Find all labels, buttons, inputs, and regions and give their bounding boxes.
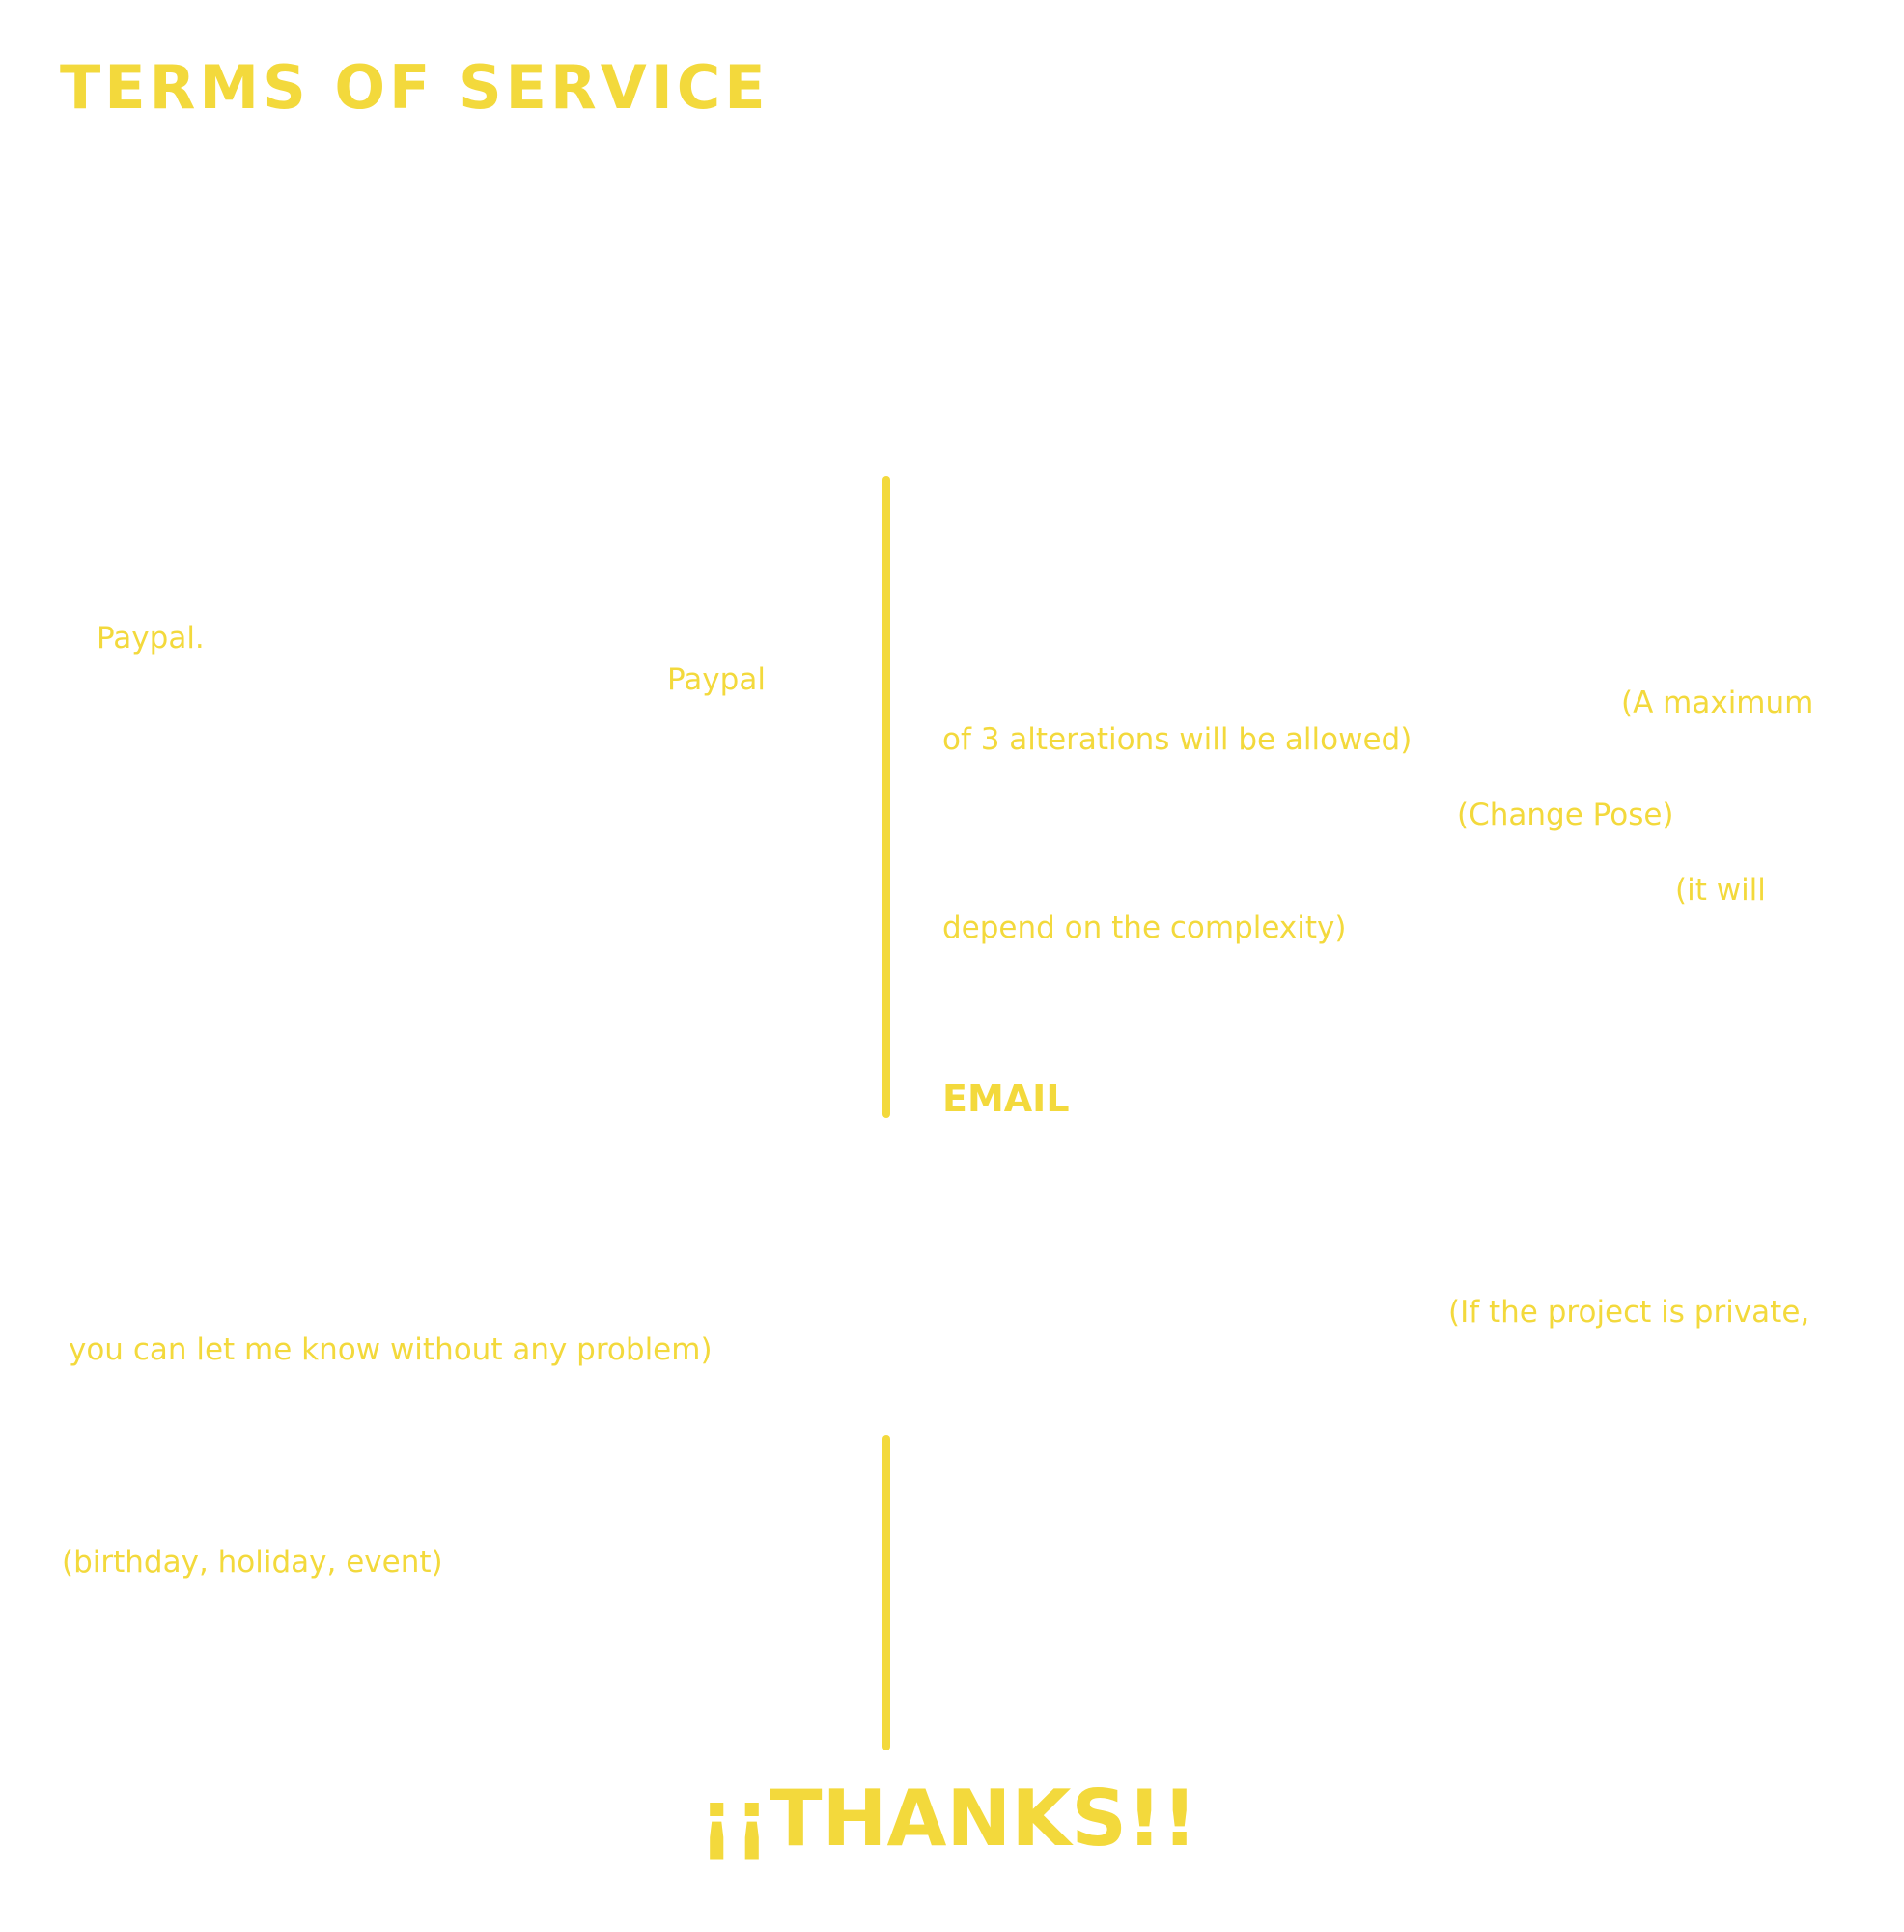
private-project-note-line-2: you can let me know without any problem) bbox=[69, 1332, 713, 1367]
vertical-divider-top bbox=[882, 476, 890, 1118]
email-label: EMAIL bbox=[942, 1078, 1070, 1120]
alteration-limit-text-line-2: of 3 alterations will be allowed) bbox=[942, 722, 1413, 757]
payment-method-text: Paypal. bbox=[97, 621, 205, 656]
page-title: TERMS OF SERVICE bbox=[60, 52, 770, 123]
private-project-note-line-1: (If the project is private, bbox=[1448, 1295, 1810, 1330]
alteration-limit-text-line-1: (A maximum bbox=[1621, 686, 1814, 720]
change-pose-note: (Change Pose) bbox=[1457, 798, 1674, 832]
vertical-divider-bottom bbox=[882, 1435, 890, 1750]
complexity-note-line-2: depend on the complexity) bbox=[942, 910, 1347, 945]
thanks-heading: ¡¡THANKS!! bbox=[699, 1774, 1197, 1863]
complexity-note-line-1: (it will bbox=[1675, 873, 1766, 908]
occasion-examples-text: (birthday, holiday, event) bbox=[62, 1545, 443, 1580]
payment-method-label: Paypal bbox=[667, 662, 766, 697]
